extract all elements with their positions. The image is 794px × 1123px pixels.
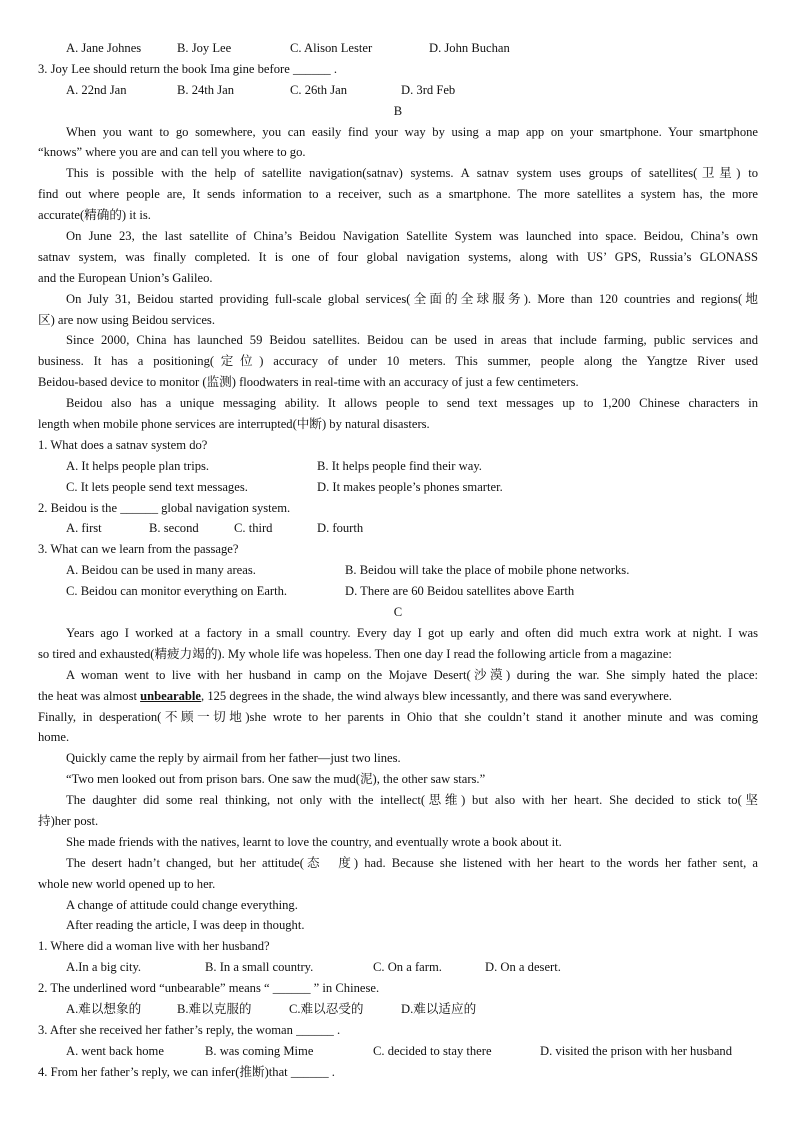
passage-line: home. bbox=[38, 730, 70, 745]
option[interactable]: D. fourth bbox=[317, 521, 364, 536]
passage-line: She made friends with the natives, learnt to love the country, and eventually wrote a book about it. bbox=[66, 834, 562, 849]
option[interactable]: C. Beidou can monitor everything on Earth. bbox=[66, 584, 288, 599]
c-q2-options bbox=[38, 999, 758, 1020]
passage-line: Finally, in desperation(不顾一切地)she wrote to her parents in Ohio that she couldn’t stand it another minute and was coming bbox=[38, 709, 758, 724]
option[interactable]: A.In a big city. bbox=[66, 960, 142, 975]
underlined-word: unbearable bbox=[140, 688, 202, 703]
option[interactable]: D. visited the prison with her husband bbox=[540, 1043, 733, 1058]
passage-line: whole new world opened up to her. bbox=[38, 876, 216, 891]
passage-line: After reading the article, I was deep in thought. bbox=[66, 918, 305, 933]
option[interactable]: B. 24th Jan bbox=[177, 82, 235, 97]
option[interactable]: B.难以克服的 bbox=[177, 1001, 252, 1016]
c-question-1: 1. Where did a woman live with her husband? bbox=[38, 939, 270, 954]
passage-line: The desert hadn’t changed, but her attitude(态 度) had. Because she listened with her heart to the words her father sent, a bbox=[66, 855, 758, 870]
c-question-3: 3. After she received her father’s reply, the woman ______ . bbox=[38, 1022, 341, 1037]
option[interactable]: B. It helps people find their way. bbox=[317, 458, 482, 473]
option[interactable]: A. Beidou can be used in many areas. bbox=[66, 563, 256, 578]
passage-line: 持)her post. bbox=[38, 813, 99, 828]
a-q3-options bbox=[38, 80, 758, 101]
option[interactable]: A. went back home bbox=[66, 1043, 164, 1058]
option[interactable]: D. There are 60 Beidou satellites above Earth bbox=[345, 584, 575, 599]
passage-line: Quickly came the reply by airmail from her father—just two lines. bbox=[66, 751, 401, 766]
passage-line: When you want to go somewhere, you can easily find your way by using a map app on your smartphone. Your smartphone bbox=[66, 124, 758, 139]
option[interactable]: A.难以想象的 bbox=[66, 1001, 142, 1016]
c-q3-options bbox=[38, 1041, 758, 1062]
passage-line: On June 23, the last satellite of China’s Beidou Navigation Satellite System was launched into space. Beidou, China’s own bbox=[66, 229, 758, 244]
option[interactable]: B. Beidou will take the place of mobile phone networks. bbox=[345, 563, 630, 578]
passage-line bbox=[38, 686, 758, 707]
b-question-3: 3. What can we learn from the passage? bbox=[38, 542, 239, 557]
a-q2-options bbox=[38, 38, 758, 59]
passage-text: , 125 degrees in the shade, the wind always blew incessantly, and there was sand everywhere. bbox=[201, 688, 672, 703]
section-c-heading: C bbox=[393, 605, 403, 620]
passage-line: Beidou also has a unique messaging ability. It allows people to send text messages up to 1,200 Chinese characters in bbox=[66, 396, 758, 411]
passage-line: A change of attitude could change everything. bbox=[66, 897, 298, 912]
option[interactable]: D.难以适应的 bbox=[401, 1001, 477, 1016]
option[interactable]: B. second bbox=[149, 521, 199, 536]
passage-line: satnav system, was finally completed. It is one of four global navigation systems, along with US’ GPS, Russia’s GLONASS bbox=[38, 249, 758, 264]
b-q3-options-row2 bbox=[38, 581, 758, 602]
passage-line: Since 2000, China has launched 59 Beidou satellites. Beidou can be used in areas that include farming, public services and bbox=[66, 333, 758, 348]
passage-line: On July 31, Beidou started providing full-scale global services(全面的全球服务). More than 120 countries and regions(地 bbox=[66, 291, 758, 306]
passage-line: length when mobile phone services are interrupted(中断) by natural disasters. bbox=[38, 417, 430, 432]
option[interactable]: D. 3rd Feb bbox=[401, 82, 456, 97]
b-question-2: 2. Beidou is the ______ global navigation system. bbox=[38, 500, 291, 515]
option[interactable]: D. John Buchan bbox=[429, 41, 510, 55]
document-page bbox=[38, 38, 758, 1083]
option[interactable]: C.难以忍受的 bbox=[289, 1001, 364, 1016]
passage-line: find out where people are, It sends information to a receiver, such as a smartphone. The more satellites a system has, the more bbox=[38, 187, 758, 202]
passage-line: so tired and exhausted(精疲力竭的). My whole life was hopeless. Then one day I read the following article from a magazine: bbox=[38, 646, 672, 661]
option[interactable]: A. It helps people plan trips. bbox=[66, 458, 210, 473]
passage-text: the heat was almost bbox=[38, 688, 141, 703]
b-q3-options-row1 bbox=[38, 560, 758, 581]
option[interactable]: C. third bbox=[234, 521, 273, 536]
option[interactable]: B. In a small country. bbox=[205, 960, 314, 975]
passage-line: Beidou-based device to monitor (监测) floodwaters in real-time with an accuracy of just a few centimeters. bbox=[38, 375, 579, 390]
option[interactable]: C. It lets people send text messages. bbox=[66, 479, 248, 494]
option[interactable]: C. decided to stay there bbox=[373, 1043, 492, 1058]
passage-line: accurate(精确的) it is. bbox=[38, 208, 151, 223]
passage-line: “knows” where you are and can tell you where to go. bbox=[38, 145, 306, 160]
a-question-3: 3. Joy Lee should return the book Ima gine before ______ . bbox=[38, 61, 338, 76]
option[interactable]: B. Joy Lee bbox=[177, 41, 232, 55]
c-question-2: 2. The underlined word “unbearable” means “ ______ ” in Chinese. bbox=[38, 981, 380, 996]
option[interactable]: A. 22nd Jan bbox=[66, 82, 127, 97]
option[interactable]: C. Alison Lester bbox=[290, 41, 373, 55]
b-question-1: 1. What does a satnav system do? bbox=[38, 437, 208, 452]
option[interactable]: A. Jane Johnes bbox=[66, 41, 142, 55]
c-q1-options bbox=[38, 957, 758, 978]
passage-line: Years ago I worked at a factory in a small country. Every day I got up early and often did much extra work at night. I was bbox=[66, 625, 758, 640]
c-question-4: 4. From her father’s reply, we can infer(推断)that ______ . bbox=[38, 1064, 335, 1079]
passage-line: 区) are now using Beidou services. bbox=[38, 312, 215, 327]
passage-line: A woman went to live with her husband in camp on the Mojave Desert(沙漠) during the war. She simply hated the place: bbox=[66, 667, 758, 682]
passage-line: and the European Union’s Galileo. bbox=[38, 270, 213, 285]
passage-line: This is possible with the help of satellite navigation(satnav) systems. A satnav system uses groups of satellites(卫星) to bbox=[66, 166, 758, 181]
passage-line: “Two men looked out from prison bars. One saw the mud(泥), the other saw stars.” bbox=[66, 772, 486, 787]
option[interactable]: C. On a farm. bbox=[373, 960, 442, 975]
b-q1-options-row1 bbox=[38, 456, 758, 477]
option[interactable]: A. first bbox=[66, 521, 102, 536]
passage-line: The daughter did some real thinking, not only with the intellect(思维) but also with her heart. She decided to stick to(坚 bbox=[66, 793, 758, 808]
option[interactable]: D. On a desert. bbox=[485, 960, 561, 975]
section-b-heading: B bbox=[393, 103, 403, 118]
option[interactable]: D. It makes people’s phones smarter. bbox=[317, 479, 503, 494]
option[interactable]: C. 26th Jan bbox=[290, 82, 348, 97]
option[interactable]: B. was coming Mime bbox=[205, 1043, 314, 1058]
b-q2-options bbox=[38, 518, 758, 539]
b-q1-options-row2 bbox=[38, 477, 758, 498]
passage-line: business. It has a positioning(定位) accuracy of under 10 meters. This summer, people along the Yangtze River used bbox=[38, 354, 758, 369]
